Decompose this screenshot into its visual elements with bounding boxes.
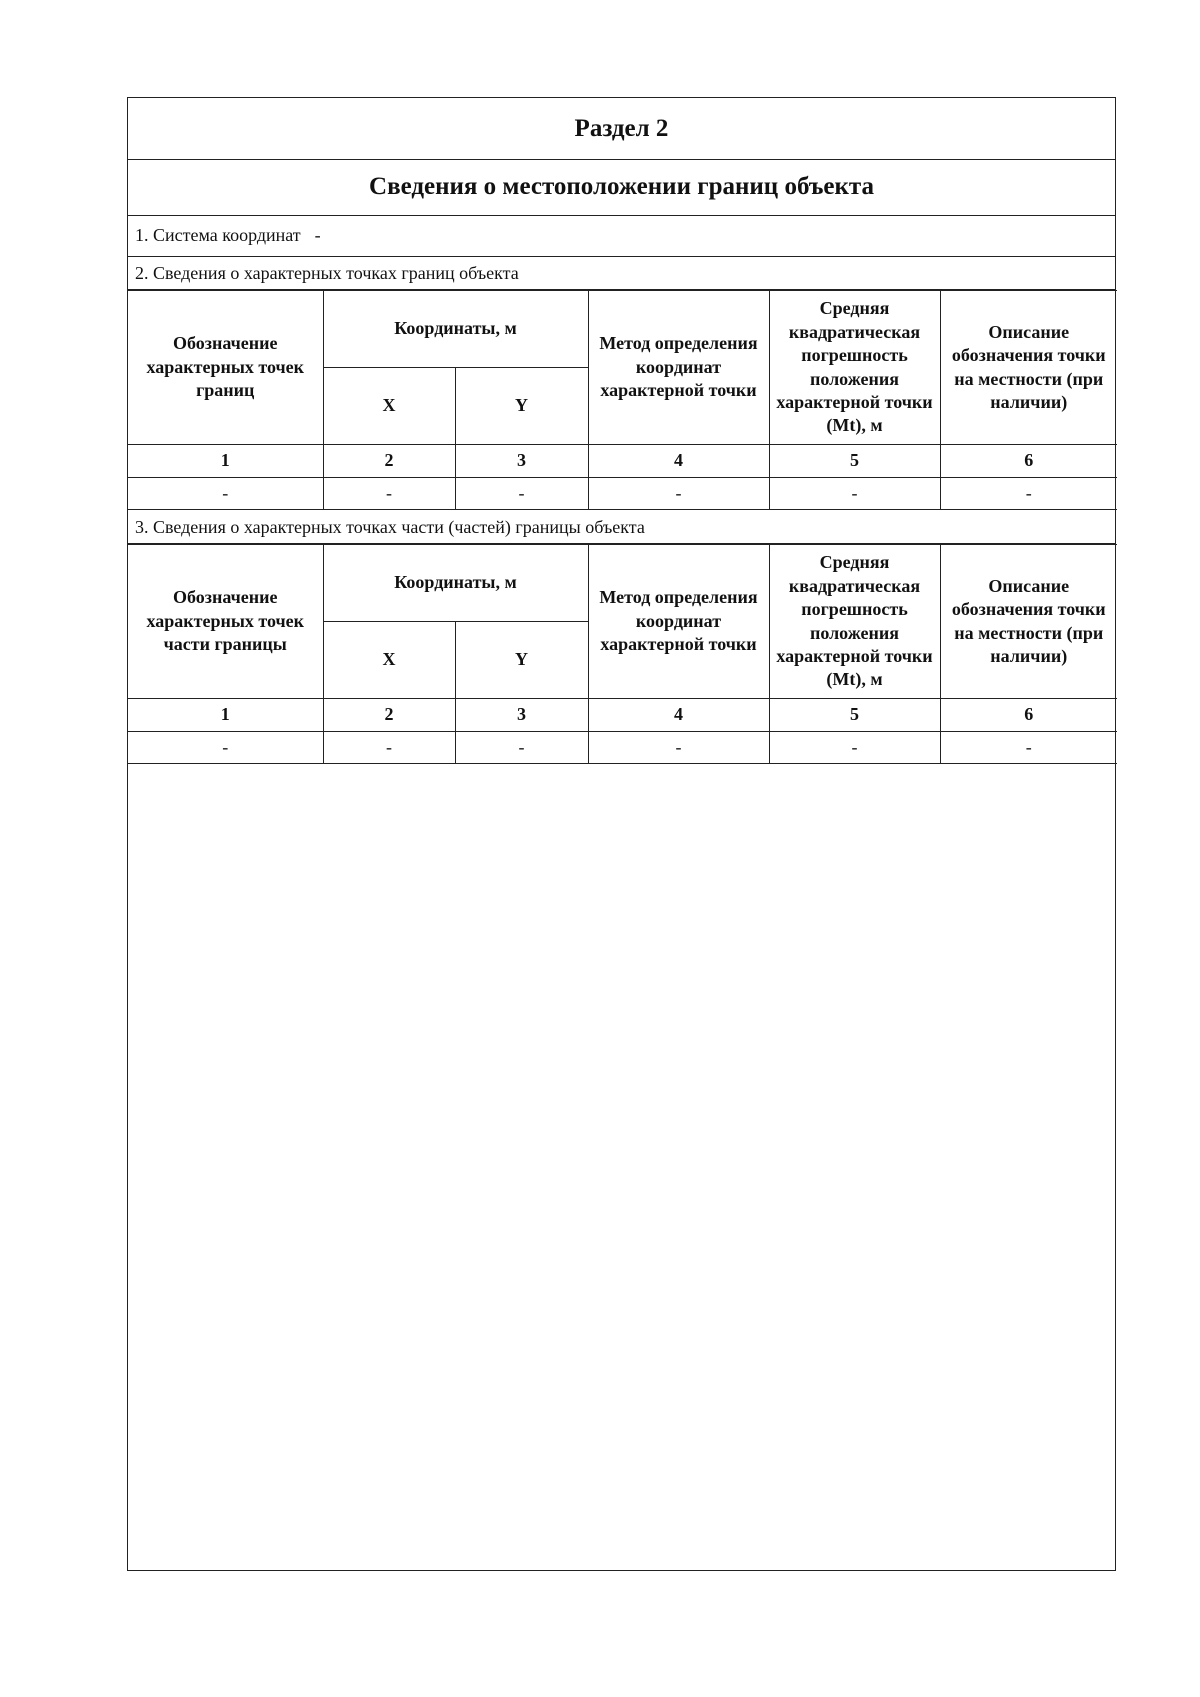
table1-caption: 2. Сведения о характерных точках границ объекта [128,257,1115,290]
table-cell: - [588,478,769,510]
table-cell: - [128,732,323,764]
header-description: Описание обозначения точки на местности (при наличии) [940,291,1117,445]
column-number: 3 [455,445,588,478]
column-number: 2 [323,445,455,478]
column-number: 5 [769,699,940,732]
header-y: Y [455,622,588,699]
coordinate-system-row [128,215,1115,257]
column-number-row [128,699,1117,732]
table-cell: - [588,732,769,764]
table-row [128,732,1117,764]
boundary-points-table [128,290,1117,510]
column-number-row [128,445,1117,478]
header-coords: Координаты, м [323,291,588,368]
coordinate-system-value: - [314,225,321,245]
part-boundary-points-table [128,544,1117,764]
table-cell: - [940,732,1117,764]
header-method: Метод определения координат характерной точки [588,545,769,699]
column-number: 1 [128,445,323,478]
header-designation: Обозначение характерных точек части границы [128,545,323,699]
table-cell: - [455,478,588,510]
table-row [128,478,1117,510]
header-x: X [323,622,455,699]
table-cell: - [769,478,940,510]
column-number: 3 [455,699,588,732]
header-coords: Координаты, м [323,545,588,622]
column-number: 4 [588,445,769,478]
column-number: 6 [940,445,1117,478]
header-error: Средняя квадратическая погрешность положения характерной точки (Mt), м [769,291,940,445]
column-number: 2 [323,699,455,732]
table-cell: - [323,732,455,764]
header-x: X [323,368,455,445]
column-number: 5 [769,445,940,478]
document-frame [127,97,1116,1571]
column-number: 1 [128,699,323,732]
section-title: Раздел 2 [128,98,1115,160]
document-title: Сведения о местоположении границ объекта [128,159,1115,216]
table-cell: - [940,478,1117,510]
header-method: Метод определения координат характерной точки [588,291,769,445]
table-cell: - [323,478,455,510]
table-cell: - [128,478,323,510]
table-cell: - [769,732,940,764]
header-y: Y [455,368,588,445]
header-error: Средняя квадратическая погрешность положения характерной точки (Mt), м [769,545,940,699]
table2-caption: 3. Сведения о характерных точках части (частей) границы объекта [128,511,1115,544]
header-description: Описание обозначения точки на местности (при наличии) [940,545,1117,699]
header-designation: Обозначение характерных точек границ [128,291,323,445]
column-number: 6 [940,699,1117,732]
column-number: 4 [588,699,769,732]
coordinate-system-label: 1. Система координат [135,225,301,245]
table-cell: - [455,732,588,764]
